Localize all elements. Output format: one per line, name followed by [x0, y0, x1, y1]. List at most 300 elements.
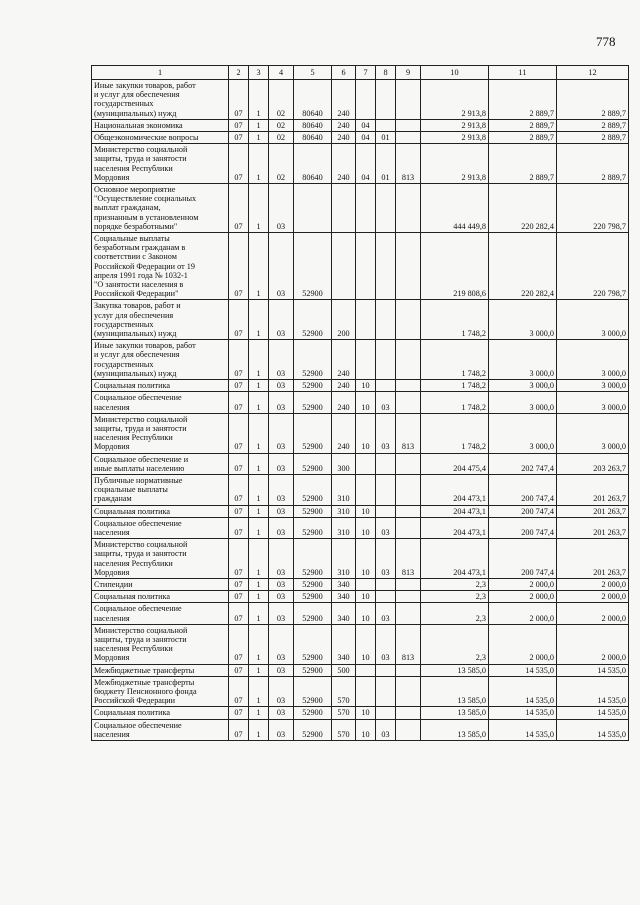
- amount-cell: 14 535,0: [489, 719, 557, 740]
- code-cell: 1: [249, 664, 269, 676]
- code-cell: [356, 233, 376, 300]
- table-row: [92, 300, 629, 340]
- code-cell: 03: [269, 603, 294, 624]
- table-row: [92, 233, 629, 300]
- code-cell: 240: [332, 380, 356, 392]
- row-name: Межбюджетные трансферты бюджету Пенсионного фонда Российской Федерации: [92, 676, 229, 707]
- table-row: [92, 591, 629, 603]
- code-cell: [396, 300, 421, 340]
- amount-cell: 200 747,4: [489, 474, 557, 505]
- code-cell: 570: [332, 719, 356, 740]
- row-name: Министерство социальной защиты, труда и занятости населения Республики Мордовия: [92, 624, 229, 664]
- code-cell: [356, 664, 376, 676]
- amount-cell: 1 748,2: [421, 413, 489, 453]
- code-cell: [396, 578, 421, 590]
- amount-cell: 220 282,4: [489, 233, 557, 300]
- amount-cell: 14 535,0: [557, 664, 629, 676]
- column-header: 11: [489, 66, 557, 80]
- row-name: Министерство социальной защиты, труда и занятости населения Республики Мордовия: [92, 539, 229, 579]
- code-cell: 03: [269, 624, 294, 664]
- code-cell: 03: [269, 184, 294, 233]
- code-cell: 03: [269, 474, 294, 505]
- code-cell: 1: [249, 591, 269, 603]
- table-row: [92, 505, 629, 517]
- code-cell: 07: [229, 144, 249, 184]
- table-row: [92, 707, 629, 719]
- code-cell: [396, 505, 421, 517]
- amount-cell: 2,3: [421, 624, 489, 664]
- row-name: Национальная экономика: [92, 119, 229, 131]
- column-header: 5: [294, 66, 332, 80]
- table-row: [92, 453, 629, 474]
- amount-cell: 201 263,7: [557, 539, 629, 579]
- code-cell: 03: [269, 539, 294, 579]
- code-cell: 10: [356, 505, 376, 517]
- code-cell: 52900: [294, 578, 332, 590]
- table-row: [92, 119, 629, 131]
- row-name: Социальное обеспечение и иные выплаты населению: [92, 453, 229, 474]
- code-cell: [376, 184, 396, 233]
- code-cell: [332, 233, 356, 300]
- row-name: Министерство социальной защиты, труда и занятости населения Республики Мордовия: [92, 144, 229, 184]
- code-cell: 1: [249, 719, 269, 740]
- code-cell: 52900: [294, 413, 332, 453]
- table-row: [92, 380, 629, 392]
- amount-cell: 2 889,7: [557, 144, 629, 184]
- code-cell: [376, 300, 396, 340]
- code-cell: 03: [269, 380, 294, 392]
- code-cell: 240: [332, 413, 356, 453]
- code-cell: 02: [269, 144, 294, 184]
- amount-cell: 2 913,8: [421, 144, 489, 184]
- code-cell: 1: [249, 676, 269, 707]
- code-cell: 03: [376, 624, 396, 664]
- code-cell: [376, 474, 396, 505]
- code-cell: 07: [229, 517, 249, 538]
- code-cell: 10: [356, 517, 376, 538]
- code-cell: 10: [356, 603, 376, 624]
- code-cell: 10: [356, 707, 376, 719]
- code-cell: 52900: [294, 505, 332, 517]
- column-header: 7: [356, 66, 376, 80]
- code-cell: 03: [269, 719, 294, 740]
- table-row: [92, 517, 629, 538]
- code-cell: [376, 578, 396, 590]
- code-cell: 1: [249, 340, 269, 380]
- table-row: [92, 80, 629, 120]
- code-cell: 07: [229, 474, 249, 505]
- code-cell: 03: [269, 676, 294, 707]
- table-row: [92, 624, 629, 664]
- code-cell: [356, 80, 376, 120]
- amount-cell: 204 473,1: [421, 505, 489, 517]
- code-cell: 03: [376, 413, 396, 453]
- column-header: 10: [421, 66, 489, 80]
- code-cell: 52900: [294, 591, 332, 603]
- code-cell: 813: [396, 413, 421, 453]
- code-cell: 52900: [294, 517, 332, 538]
- code-cell: 03: [376, 719, 396, 740]
- code-cell: 1: [249, 624, 269, 664]
- code-cell: 52900: [294, 474, 332, 505]
- amount-cell: 201 263,7: [557, 474, 629, 505]
- code-cell: [376, 505, 396, 517]
- code-cell: 340: [332, 578, 356, 590]
- amount-cell: 1 748,2: [421, 300, 489, 340]
- amount-cell: 200 747,4: [489, 517, 557, 538]
- table-row: [92, 413, 629, 453]
- amount-cell: 13 585,0: [421, 664, 489, 676]
- code-cell: 52900: [294, 676, 332, 707]
- row-name: Межбюджетные трансферты: [92, 664, 229, 676]
- code-cell: 03: [269, 505, 294, 517]
- code-cell: [396, 517, 421, 538]
- amount-cell: 2 913,8: [421, 80, 489, 120]
- code-cell: 80640: [294, 80, 332, 120]
- code-cell: [396, 80, 421, 120]
- code-cell: 1: [249, 144, 269, 184]
- code-cell: 1: [249, 300, 269, 340]
- code-cell: 1: [249, 453, 269, 474]
- amount-cell: 2 889,7: [489, 80, 557, 120]
- code-cell: 52900: [294, 380, 332, 392]
- code-cell: 240: [332, 392, 356, 413]
- amount-cell: 444 449,8: [421, 184, 489, 233]
- amount-cell: 220 798,7: [557, 233, 629, 300]
- code-cell: 02: [269, 119, 294, 131]
- amount-cell: 220 282,4: [489, 184, 557, 233]
- code-cell: [356, 578, 376, 590]
- code-cell: 03: [269, 413, 294, 453]
- code-cell: 03: [269, 664, 294, 676]
- code-cell: 03: [269, 453, 294, 474]
- row-name: Социальное обеспечение населения: [92, 517, 229, 538]
- code-cell: [396, 719, 421, 740]
- row-name: Публичные нормативные социальные выплаты гражданам: [92, 474, 229, 505]
- code-cell: 52900: [294, 340, 332, 380]
- amount-cell: 202 747,4: [489, 453, 557, 474]
- code-cell: 07: [229, 578, 249, 590]
- amount-cell: 3 000,0: [489, 340, 557, 380]
- amount-cell: 2 000,0: [489, 591, 557, 603]
- code-cell: 10: [356, 719, 376, 740]
- code-cell: [396, 664, 421, 676]
- code-cell: [396, 380, 421, 392]
- code-cell: 52900: [294, 453, 332, 474]
- column-header: 4: [269, 66, 294, 80]
- code-cell: 10: [356, 413, 376, 453]
- code-cell: 04: [356, 119, 376, 131]
- amount-cell: 2 000,0: [557, 603, 629, 624]
- code-cell: [396, 591, 421, 603]
- code-cell: [396, 392, 421, 413]
- code-cell: [396, 676, 421, 707]
- table-row: [92, 539, 629, 579]
- amount-cell: 14 535,0: [557, 719, 629, 740]
- amount-cell: 3 000,0: [489, 392, 557, 413]
- amount-cell: 3 000,0: [557, 413, 629, 453]
- code-cell: [294, 184, 332, 233]
- code-cell: 03: [376, 517, 396, 538]
- table-row: [92, 664, 629, 676]
- code-cell: 52900: [294, 392, 332, 413]
- code-cell: 570: [332, 707, 356, 719]
- code-cell: 03: [376, 539, 396, 579]
- code-cell: 80640: [294, 144, 332, 184]
- code-cell: [356, 453, 376, 474]
- code-cell: 340: [332, 624, 356, 664]
- code-cell: [396, 453, 421, 474]
- row-name: Социальная политика: [92, 380, 229, 392]
- code-cell: 813: [396, 539, 421, 579]
- amount-cell: 2,3: [421, 578, 489, 590]
- code-cell: 340: [332, 603, 356, 624]
- code-cell: 52900: [294, 233, 332, 300]
- table-row: [92, 676, 629, 707]
- code-cell: 03: [376, 603, 396, 624]
- amount-cell: 2 889,7: [489, 119, 557, 131]
- code-cell: 02: [269, 80, 294, 120]
- code-cell: [356, 340, 376, 380]
- code-cell: [376, 119, 396, 131]
- code-cell: 240: [332, 80, 356, 120]
- code-cell: [356, 300, 376, 340]
- column-header: 2: [229, 66, 249, 80]
- code-cell: 1: [249, 132, 269, 144]
- code-cell: 240: [332, 132, 356, 144]
- amount-cell: 1 748,2: [421, 340, 489, 380]
- code-cell: 52900: [294, 624, 332, 664]
- page-number: 778: [596, 34, 616, 49]
- amount-cell: 13 585,0: [421, 719, 489, 740]
- amount-cell: 2 913,8: [421, 132, 489, 144]
- code-cell: 80640: [294, 119, 332, 131]
- code-cell: 03: [269, 392, 294, 413]
- code-cell: 310: [332, 505, 356, 517]
- code-cell: 04: [356, 132, 376, 144]
- code-cell: 03: [269, 707, 294, 719]
- code-cell: 07: [229, 591, 249, 603]
- code-cell: [332, 184, 356, 233]
- column-header: 3: [249, 66, 269, 80]
- code-cell: 1: [249, 392, 269, 413]
- code-cell: 02: [269, 132, 294, 144]
- row-name: Социальная политика: [92, 707, 229, 719]
- header-row: [92, 66, 629, 80]
- table-row: [92, 719, 629, 740]
- column-header: 9: [396, 66, 421, 80]
- amount-cell: 2 000,0: [557, 624, 629, 664]
- code-cell: 07: [229, 676, 249, 707]
- code-cell: 07: [229, 392, 249, 413]
- amount-cell: 3 000,0: [557, 300, 629, 340]
- amount-cell: 2 889,7: [489, 144, 557, 184]
- code-cell: 200: [332, 300, 356, 340]
- amount-cell: 200 747,4: [489, 505, 557, 517]
- amount-cell: 219 808,6: [421, 233, 489, 300]
- code-cell: 1: [249, 578, 269, 590]
- code-cell: [396, 707, 421, 719]
- amount-cell: 13 585,0: [421, 707, 489, 719]
- table-row: [92, 474, 629, 505]
- code-cell: [396, 340, 421, 380]
- code-cell: [396, 132, 421, 144]
- code-cell: [376, 453, 396, 474]
- code-cell: [356, 676, 376, 707]
- amount-cell: 14 535,0: [489, 676, 557, 707]
- amount-cell: 2 889,7: [489, 132, 557, 144]
- amount-cell: 2 000,0: [489, 578, 557, 590]
- code-cell: [376, 664, 396, 676]
- code-cell: [396, 474, 421, 505]
- amount-cell: 1 748,2: [421, 380, 489, 392]
- code-cell: 1: [249, 474, 269, 505]
- column-header: 12: [557, 66, 629, 80]
- code-cell: [396, 233, 421, 300]
- code-cell: 1: [249, 233, 269, 300]
- table-row: [92, 603, 629, 624]
- row-name: Социальная политика: [92, 591, 229, 603]
- amount-cell: 204 473,1: [421, 539, 489, 579]
- code-cell: 07: [229, 80, 249, 120]
- amount-cell: 204 473,1: [421, 517, 489, 538]
- code-cell: 310: [332, 517, 356, 538]
- amount-cell: 2 889,7: [557, 119, 629, 131]
- code-cell: 07: [229, 233, 249, 300]
- amount-cell: 14 535,0: [557, 676, 629, 707]
- code-cell: [396, 603, 421, 624]
- column-header: 8: [376, 66, 396, 80]
- code-cell: 07: [229, 453, 249, 474]
- code-cell: 07: [229, 119, 249, 131]
- table-row: [92, 132, 629, 144]
- amount-cell: 2 000,0: [557, 578, 629, 590]
- amount-cell: 3 000,0: [489, 300, 557, 340]
- row-name: Основное мероприятие "Осуществление социальных выплат гражданам, признанным в установленном порядке безработными": [92, 184, 229, 233]
- table-row: [92, 392, 629, 413]
- row-name: Общеэкономические вопросы: [92, 132, 229, 144]
- code-cell: 01: [376, 144, 396, 184]
- code-cell: 07: [229, 603, 249, 624]
- code-cell: 1: [249, 184, 269, 233]
- code-cell: 07: [229, 624, 249, 664]
- code-cell: 1: [249, 539, 269, 579]
- code-cell: 1: [249, 517, 269, 538]
- code-cell: 1: [249, 505, 269, 517]
- amount-cell: 201 263,7: [557, 517, 629, 538]
- row-name: Социальное обеспечение населения: [92, 719, 229, 740]
- code-cell: [376, 80, 396, 120]
- code-cell: 07: [229, 505, 249, 517]
- row-name: Иные закупки товаров, работ и услуг для обеспечения государственных (муниципальных) нужд: [92, 340, 229, 380]
- amount-cell: 2 000,0: [489, 624, 557, 664]
- code-cell: [376, 676, 396, 707]
- code-cell: 80640: [294, 132, 332, 144]
- table-row: [92, 340, 629, 380]
- code-cell: 03: [269, 300, 294, 340]
- code-cell: 52900: [294, 707, 332, 719]
- code-cell: 52900: [294, 664, 332, 676]
- column-header: 1: [92, 66, 229, 80]
- row-name: Социальное обеспечение населения: [92, 603, 229, 624]
- code-cell: 240: [332, 340, 356, 380]
- amount-cell: 2 000,0: [557, 591, 629, 603]
- amount-cell: 3 000,0: [557, 340, 629, 380]
- code-cell: [356, 474, 376, 505]
- amount-cell: 220 798,7: [557, 184, 629, 233]
- amount-cell: 13 585,0: [421, 676, 489, 707]
- table-row: [92, 578, 629, 590]
- code-cell: 07: [229, 664, 249, 676]
- code-cell: 07: [229, 132, 249, 144]
- code-cell: 500: [332, 664, 356, 676]
- code-cell: 07: [229, 539, 249, 579]
- amount-cell: 2 889,7: [557, 80, 629, 120]
- amount-cell: 14 535,0: [489, 707, 557, 719]
- code-cell: [356, 184, 376, 233]
- code-cell: 10: [356, 539, 376, 579]
- code-cell: 03: [269, 233, 294, 300]
- table-row: [92, 184, 629, 233]
- amount-cell: 1 748,2: [421, 392, 489, 413]
- row-name: Социальная политика: [92, 505, 229, 517]
- amount-cell: 201 263,7: [557, 505, 629, 517]
- code-cell: 52900: [294, 539, 332, 579]
- row-name: Министерство социальной защиты, труда и занятости населения Республики Мордовия: [92, 413, 229, 453]
- code-cell: 1: [249, 707, 269, 719]
- table-row: [92, 144, 629, 184]
- row-name: Социальные выплаты безработным гражданам в соответствии с Законом Российской Федерации от 19 апреля 1991 года № 1032-1 "О занятости населения в Российской Федерации": [92, 233, 229, 300]
- code-cell: 813: [396, 624, 421, 664]
- row-name: Иные закупки товаров, работ и услуг для обеспечения государственных (муниципальных) нужд: [92, 80, 229, 120]
- code-cell: 52900: [294, 719, 332, 740]
- amount-cell: 3 000,0: [557, 380, 629, 392]
- code-cell: 07: [229, 413, 249, 453]
- amount-cell: 3 000,0: [489, 380, 557, 392]
- amount-cell: 3 000,0: [489, 413, 557, 453]
- code-cell: [376, 707, 396, 719]
- amount-cell: 203 263,7: [557, 453, 629, 474]
- amount-cell: 14 535,0: [489, 664, 557, 676]
- amount-cell: 2 889,7: [557, 132, 629, 144]
- code-cell: [376, 340, 396, 380]
- code-cell: 03: [376, 392, 396, 413]
- column-header: 6: [332, 66, 356, 80]
- code-cell: 52900: [294, 603, 332, 624]
- budget-table: [91, 65, 629, 741]
- code-cell: 07: [229, 184, 249, 233]
- code-cell: 240: [332, 119, 356, 131]
- amount-cell: 2,3: [421, 591, 489, 603]
- code-cell: 570: [332, 676, 356, 707]
- row-name: Социальное обеспечение населения: [92, 392, 229, 413]
- code-cell: 07: [229, 340, 249, 380]
- amount-cell: 14 535,0: [557, 707, 629, 719]
- code-cell: 10: [356, 380, 376, 392]
- code-cell: 03: [269, 591, 294, 603]
- code-cell: 1: [249, 119, 269, 131]
- code-cell: 813: [396, 144, 421, 184]
- code-cell: [396, 184, 421, 233]
- amount-cell: 2 000,0: [489, 603, 557, 624]
- code-cell: 1: [249, 80, 269, 120]
- code-cell: [376, 233, 396, 300]
- amount-cell: 3 000,0: [557, 392, 629, 413]
- code-cell: 1: [249, 603, 269, 624]
- amount-cell: 2,3: [421, 603, 489, 624]
- code-cell: 01: [376, 132, 396, 144]
- code-cell: 07: [229, 380, 249, 392]
